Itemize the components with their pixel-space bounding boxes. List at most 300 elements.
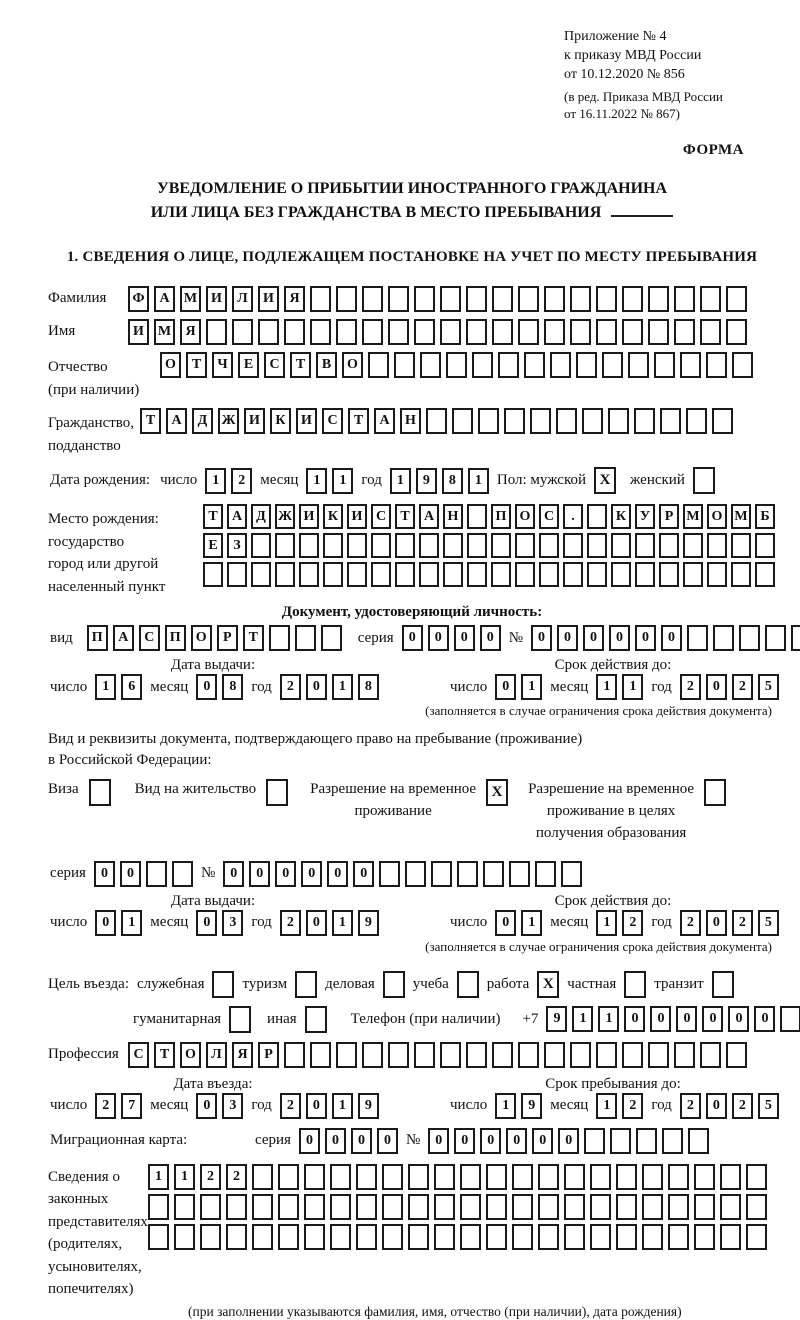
char-cell[interactable] [146, 861, 167, 887]
sex-male-checkbox[interactable]: X [594, 467, 616, 494]
char-cell[interactable]: 1 [332, 468, 353, 494]
char-cell[interactable]: 0 [402, 625, 423, 651]
char-cell[interactable] [304, 1164, 325, 1190]
char-cell[interactable] [688, 1128, 709, 1154]
char-cell[interactable]: 0 [428, 1128, 449, 1154]
char-cell[interactable]: А [154, 286, 175, 312]
char-cell[interactable] [440, 319, 461, 345]
char-cell[interactable] [275, 562, 295, 587]
char-cell[interactable] [712, 408, 733, 434]
char-cell[interactable] [356, 1164, 377, 1190]
char-cell[interactable]: 0 [495, 910, 516, 936]
char-cell[interactable]: 0 [306, 910, 327, 936]
char-cell[interactable]: Т [186, 352, 207, 378]
char-cell[interactable] [538, 1194, 559, 1220]
char-cell[interactable] [556, 408, 577, 434]
char-cell[interactable] [608, 408, 629, 434]
char-cell[interactable] [596, 286, 617, 312]
representatives-cells-row2[interactable] [148, 1194, 767, 1220]
char-cell[interactable] [252, 1164, 273, 1190]
char-cell[interactable] [539, 562, 559, 587]
char-cell[interactable]: П [165, 625, 186, 651]
temp-residence-checkbox[interactable]: X [486, 779, 508, 806]
char-cell[interactable]: 2 [680, 910, 701, 936]
char-cell[interactable] [446, 352, 467, 378]
char-cell[interactable]: 2 [732, 910, 753, 936]
char-cell[interactable] [564, 1194, 585, 1220]
char-cell[interactable] [491, 533, 511, 558]
char-cell[interactable]: П [491, 504, 511, 529]
phone-cells[interactable] [546, 1006, 800, 1032]
char-cell[interactable] [544, 286, 565, 312]
char-cell[interactable]: О [515, 504, 535, 529]
char-cell[interactable] [720, 1164, 741, 1190]
char-cell[interactable]: Р [258, 1042, 279, 1068]
char-cell[interactable] [732, 352, 753, 378]
char-cell[interactable]: 0 [480, 1128, 501, 1154]
rvp-issue-year-cells[interactable] [280, 910, 379, 936]
char-cell[interactable] [518, 286, 539, 312]
char-cell[interactable] [275, 533, 295, 558]
char-cell[interactable] [590, 1224, 611, 1250]
char-cell[interactable] [765, 625, 786, 651]
char-cell[interactable] [746, 1164, 767, 1190]
char-cell[interactable]: 0 [754, 1006, 775, 1032]
char-cell[interactable]: 1 [390, 468, 411, 494]
char-cell[interactable] [746, 1194, 767, 1220]
char-cell[interactable]: 9 [358, 1093, 379, 1119]
char-cell[interactable] [330, 1224, 351, 1250]
char-cell[interactable]: 2 [732, 674, 753, 700]
char-cell[interactable] [226, 1194, 247, 1220]
char-cell[interactable] [680, 352, 701, 378]
char-cell[interactable] [460, 1164, 481, 1190]
char-cell[interactable]: И [258, 286, 279, 312]
char-cell[interactable] [200, 1224, 221, 1250]
char-cell[interactable] [550, 352, 571, 378]
char-cell[interactable]: Л [206, 1042, 227, 1068]
purpose-chastnaya-checkbox[interactable] [624, 971, 646, 998]
char-cell[interactable]: И [206, 286, 227, 312]
char-cell[interactable] [636, 1128, 657, 1154]
char-cell[interactable]: О [342, 352, 363, 378]
char-cell[interactable] [299, 562, 319, 587]
char-cell[interactable]: В [316, 352, 337, 378]
char-cell[interactable] [478, 408, 499, 434]
representatives-cells-row3[interactable] [148, 1224, 767, 1250]
char-cell[interactable]: А [419, 504, 439, 529]
char-cell[interactable]: 6 [121, 674, 142, 700]
char-cell[interactable] [467, 562, 487, 587]
char-cell[interactable] [539, 533, 559, 558]
char-cell[interactable] [251, 533, 271, 558]
residence-permit-checkbox[interactable] [266, 779, 288, 806]
char-cell[interactable] [587, 533, 607, 558]
char-cell[interactable] [426, 408, 447, 434]
char-cell[interactable] [408, 1224, 429, 1250]
char-cell[interactable] [405, 861, 426, 887]
char-cell[interactable] [452, 408, 473, 434]
char-cell[interactable]: 2 [200, 1164, 221, 1190]
char-cell[interactable] [622, 286, 643, 312]
rvp-series-cells[interactable] [94, 861, 193, 887]
char-cell[interactable]: 7 [121, 1093, 142, 1119]
char-cell[interactable] [492, 319, 513, 345]
char-cell[interactable] [460, 1224, 481, 1250]
birthplace-cells-row3[interactable] [203, 562, 775, 587]
char-cell[interactable] [200, 1194, 221, 1220]
char-cell[interactable]: 8 [442, 468, 463, 494]
char-cell[interactable] [467, 533, 487, 558]
char-cell[interactable]: 5 [758, 674, 779, 700]
char-cell[interactable] [576, 352, 597, 378]
char-cell[interactable] [596, 319, 617, 345]
char-cell[interactable] [707, 533, 727, 558]
char-cell[interactable]: Е [203, 533, 223, 558]
char-cell[interactable]: 0 [531, 625, 552, 651]
char-cell[interactable]: 0 [624, 1006, 645, 1032]
mc-number-cells[interactable] [428, 1128, 709, 1154]
char-cell[interactable] [466, 286, 487, 312]
char-cell[interactable]: 0 [327, 861, 348, 887]
char-cell[interactable] [492, 286, 513, 312]
char-cell[interactable] [706, 352, 727, 378]
char-cell[interactable] [515, 562, 535, 587]
char-cell[interactable]: 0 [706, 1093, 727, 1119]
char-cell[interactable]: 1 [521, 674, 542, 700]
purpose-turizm-checkbox[interactable] [295, 971, 317, 998]
doc-issue-month-cells[interactable] [196, 674, 243, 700]
doc-series-cells[interactable] [402, 625, 501, 651]
char-cell[interactable]: М [154, 319, 175, 345]
char-cell[interactable] [635, 562, 655, 587]
char-cell[interactable]: С [128, 1042, 149, 1068]
char-cell[interactable] [414, 1042, 435, 1068]
char-cell[interactable] [755, 562, 775, 587]
entry-year-cells[interactable] [280, 1093, 379, 1119]
char-cell[interactable] [420, 352, 441, 378]
birthplace-cells-row1[interactable] [203, 504, 775, 529]
char-cell[interactable]: 2 [226, 1164, 247, 1190]
char-cell[interactable] [371, 562, 391, 587]
doc-vid-cells[interactable] [87, 625, 342, 651]
char-cell[interactable] [660, 408, 681, 434]
char-cell[interactable]: 0 [306, 674, 327, 700]
char-cell[interactable] [642, 1164, 663, 1190]
char-cell[interactable]: И [244, 408, 265, 434]
char-cell[interactable] [174, 1194, 195, 1220]
char-cell[interactable]: 1 [332, 1093, 353, 1119]
char-cell[interactable] [674, 286, 695, 312]
char-cell[interactable] [414, 286, 435, 312]
char-cell[interactable] [726, 319, 747, 345]
char-cell[interactable]: 2 [280, 674, 301, 700]
char-cell[interactable] [434, 1164, 455, 1190]
char-cell[interactable] [394, 352, 415, 378]
char-cell[interactable] [683, 562, 703, 587]
char-cell[interactable] [362, 1042, 383, 1068]
char-cell[interactable] [408, 1194, 429, 1220]
char-cell[interactable]: И [296, 408, 317, 434]
char-cell[interactable]: Т [395, 504, 415, 529]
char-cell[interactable] [336, 319, 357, 345]
char-cell[interactable] [755, 533, 775, 558]
char-cell[interactable]: Ф [128, 286, 149, 312]
char-cell[interactable] [628, 352, 649, 378]
char-cell[interactable]: М [731, 504, 751, 529]
char-cell[interactable]: Т [243, 625, 264, 651]
doc-issue-day-cells[interactable] [95, 674, 142, 700]
char-cell[interactable] [648, 286, 669, 312]
char-cell[interactable] [443, 562, 463, 587]
char-cell[interactable] [323, 533, 343, 558]
char-cell[interactable] [544, 1042, 565, 1068]
char-cell[interactable] [472, 352, 493, 378]
char-cell[interactable] [419, 533, 439, 558]
char-cell[interactable] [299, 533, 319, 558]
char-cell[interactable]: И [128, 319, 149, 345]
char-cell[interactable]: 1 [596, 674, 617, 700]
char-cell[interactable]: Р [659, 504, 679, 529]
purpose-inaya-checkbox[interactable] [305, 1006, 327, 1033]
char-cell[interactable] [674, 1042, 695, 1068]
char-cell[interactable] [310, 1042, 331, 1068]
char-cell[interactable]: 0 [249, 861, 270, 887]
char-cell[interactable] [659, 562, 679, 587]
char-cell[interactable] [278, 1164, 299, 1190]
rvp-issue-month-cells[interactable] [196, 910, 243, 936]
char-cell[interactable] [174, 1224, 195, 1250]
char-cell[interactable]: З [227, 533, 247, 558]
char-cell[interactable]: Ж [218, 408, 239, 434]
char-cell[interactable] [635, 533, 655, 558]
char-cell[interactable]: 0 [506, 1128, 527, 1154]
char-cell[interactable] [590, 1164, 611, 1190]
char-cell[interactable]: 0 [94, 861, 115, 887]
char-cell[interactable]: 1 [468, 468, 489, 494]
char-cell[interactable]: Б [755, 504, 775, 529]
char-cell[interactable]: 0 [377, 1128, 398, 1154]
purpose-tranzit-checkbox[interactable] [712, 971, 734, 998]
char-cell[interactable]: 2 [280, 910, 301, 936]
char-cell[interactable]: 0 [635, 625, 656, 651]
profession-cells[interactable] [128, 1042, 747, 1068]
char-cell[interactable]: 0 [306, 1093, 327, 1119]
char-cell[interactable] [388, 319, 409, 345]
char-cell[interactable] [356, 1194, 377, 1220]
char-cell[interactable] [467, 504, 487, 529]
char-cell[interactable]: 1 [205, 468, 226, 494]
char-cell[interactable] [362, 286, 383, 312]
char-cell[interactable]: 1 [521, 910, 542, 936]
char-cell[interactable]: 2 [622, 910, 643, 936]
char-cell[interactable]: М [180, 286, 201, 312]
sex-female-checkbox[interactable] [693, 467, 715, 494]
entry-day-cells[interactable] [95, 1093, 142, 1119]
char-cell[interactable] [509, 861, 530, 887]
char-cell[interactable] [563, 562, 583, 587]
char-cell[interactable]: К [270, 408, 291, 434]
char-cell[interactable]: К [611, 504, 631, 529]
char-cell[interactable] [622, 1042, 643, 1068]
char-cell[interactable]: 1 [332, 910, 353, 936]
char-cell[interactable]: 0 [558, 1128, 579, 1154]
char-cell[interactable] [226, 1224, 247, 1250]
char-cell[interactable]: Т [154, 1042, 175, 1068]
char-cell[interactable] [304, 1224, 325, 1250]
char-cell[interactable] [486, 1224, 507, 1250]
char-cell[interactable] [295, 625, 316, 651]
char-cell[interactable] [278, 1194, 299, 1220]
char-cell[interactable] [483, 861, 504, 887]
purpose-delovaya-checkbox[interactable] [383, 971, 405, 998]
char-cell[interactable]: . [563, 504, 583, 529]
stay-year-cells[interactable] [680, 1093, 779, 1119]
char-cell[interactable] [284, 1042, 305, 1068]
char-cell[interactable] [564, 1224, 585, 1250]
char-cell[interactable] [251, 562, 271, 587]
char-cell[interactable] [434, 1194, 455, 1220]
birth-day-cells[interactable] [205, 468, 252, 494]
char-cell[interactable]: 0 [454, 1128, 475, 1154]
char-cell[interactable] [512, 1224, 533, 1250]
char-cell[interactable] [659, 533, 679, 558]
char-cell[interactable] [590, 1194, 611, 1220]
char-cell[interactable]: 0 [702, 1006, 723, 1032]
char-cell[interactable] [408, 1164, 429, 1190]
char-cell[interactable]: О [180, 1042, 201, 1068]
char-cell[interactable] [330, 1194, 351, 1220]
char-cell[interactable] [791, 625, 800, 651]
char-cell[interactable] [278, 1224, 299, 1250]
patronymic-cells[interactable] [160, 352, 753, 378]
char-cell[interactable] [382, 1194, 403, 1220]
char-cell[interactable]: 0 [353, 861, 374, 887]
char-cell[interactable]: 1 [495, 1093, 516, 1119]
char-cell[interactable] [739, 625, 760, 651]
char-cell[interactable] [561, 861, 582, 887]
doc-valid-month-cells[interactable] [596, 674, 643, 700]
char-cell[interactable]: 9 [546, 1006, 567, 1032]
mc-series-cells[interactable] [299, 1128, 398, 1154]
char-cell[interactable] [694, 1194, 715, 1220]
char-cell[interactable]: 1 [95, 674, 116, 700]
char-cell[interactable] [610, 1128, 631, 1154]
char-cell[interactable]: Д [251, 504, 271, 529]
char-cell[interactable]: Р [217, 625, 238, 651]
char-cell[interactable]: 2 [95, 1093, 116, 1119]
char-cell[interactable] [443, 533, 463, 558]
char-cell[interactable] [707, 562, 727, 587]
char-cell[interactable] [330, 1164, 351, 1190]
char-cell[interactable]: 1 [572, 1006, 593, 1032]
char-cell[interactable] [570, 286, 591, 312]
char-cell[interactable]: 0 [223, 861, 244, 887]
char-cell[interactable] [512, 1164, 533, 1190]
char-cell[interactable]: 2 [622, 1093, 643, 1119]
rvp-valid-year-cells[interactable] [680, 910, 779, 936]
char-cell[interactable] [713, 625, 734, 651]
char-cell[interactable]: А [227, 504, 247, 529]
char-cell[interactable]: 1 [596, 910, 617, 936]
char-cell[interactable] [388, 286, 409, 312]
char-cell[interactable]: 0 [299, 1128, 320, 1154]
char-cell[interactable]: 0 [557, 625, 578, 651]
char-cell[interactable]: И [299, 504, 319, 529]
char-cell[interactable] [515, 533, 535, 558]
char-cell[interactable] [148, 1224, 169, 1250]
char-cell[interactable] [323, 562, 343, 587]
char-cell[interactable] [395, 562, 415, 587]
char-cell[interactable] [382, 1164, 403, 1190]
char-cell[interactable] [172, 861, 193, 887]
char-cell[interactable] [746, 1224, 767, 1250]
char-cell[interactable]: Н [443, 504, 463, 529]
char-cell[interactable]: 0 [325, 1128, 346, 1154]
char-cell[interactable]: 1 [174, 1164, 195, 1190]
char-cell[interactable]: А [374, 408, 395, 434]
char-cell[interactable] [252, 1224, 273, 1250]
purpose-rabota-checkbox[interactable]: X [537, 971, 559, 998]
char-cell[interactable] [203, 562, 223, 587]
char-cell[interactable] [616, 1224, 637, 1250]
char-cell[interactable] [434, 1224, 455, 1250]
char-cell[interactable]: 0 [428, 625, 449, 651]
char-cell[interactable]: Т [290, 352, 311, 378]
char-cell[interactable] [582, 408, 603, 434]
char-cell[interactable] [382, 1224, 403, 1250]
char-cell[interactable]: У [635, 504, 655, 529]
char-cell[interactable] [284, 319, 305, 345]
doc-valid-year-cells[interactable] [680, 674, 779, 700]
stay-month-cells[interactable] [596, 1093, 643, 1119]
char-cell[interactable] [419, 562, 439, 587]
birth-month-cells[interactable] [306, 468, 353, 494]
char-cell[interactable] [584, 1128, 605, 1154]
char-cell[interactable] [587, 562, 607, 587]
char-cell[interactable]: 1 [622, 674, 643, 700]
char-cell[interactable] [622, 319, 643, 345]
char-cell[interactable] [304, 1194, 325, 1220]
char-cell[interactable]: 3 [222, 910, 243, 936]
char-cell[interactable] [668, 1224, 689, 1250]
char-cell[interactable] [486, 1164, 507, 1190]
char-cell[interactable]: Л [232, 286, 253, 312]
char-cell[interactable] [148, 1194, 169, 1220]
char-cell[interactable] [252, 1194, 273, 1220]
char-cell[interactable] [662, 1128, 683, 1154]
char-cell[interactable] [486, 1194, 507, 1220]
char-cell[interactable] [310, 319, 331, 345]
char-cell[interactable] [269, 625, 290, 651]
entry-month-cells[interactable] [196, 1093, 243, 1119]
char-cell[interactable]: 0 [196, 910, 217, 936]
char-cell[interactable]: 5 [758, 910, 779, 936]
char-cell[interactable]: Т [348, 408, 369, 434]
char-cell[interactable] [564, 1164, 585, 1190]
char-cell[interactable]: 0 [301, 861, 322, 887]
char-cell[interactable]: 0 [95, 910, 116, 936]
name-cells[interactable] [128, 319, 747, 345]
char-cell[interactable]: 0 [454, 625, 475, 651]
char-cell[interactable] [544, 319, 565, 345]
char-cell[interactable] [431, 861, 452, 887]
char-cell[interactable]: 0 [676, 1006, 697, 1032]
rvp-number-cells[interactable] [223, 861, 582, 887]
char-cell[interactable]: 1 [596, 1093, 617, 1119]
rvp-valid-month-cells[interactable] [596, 910, 643, 936]
char-cell[interactable] [440, 1042, 461, 1068]
